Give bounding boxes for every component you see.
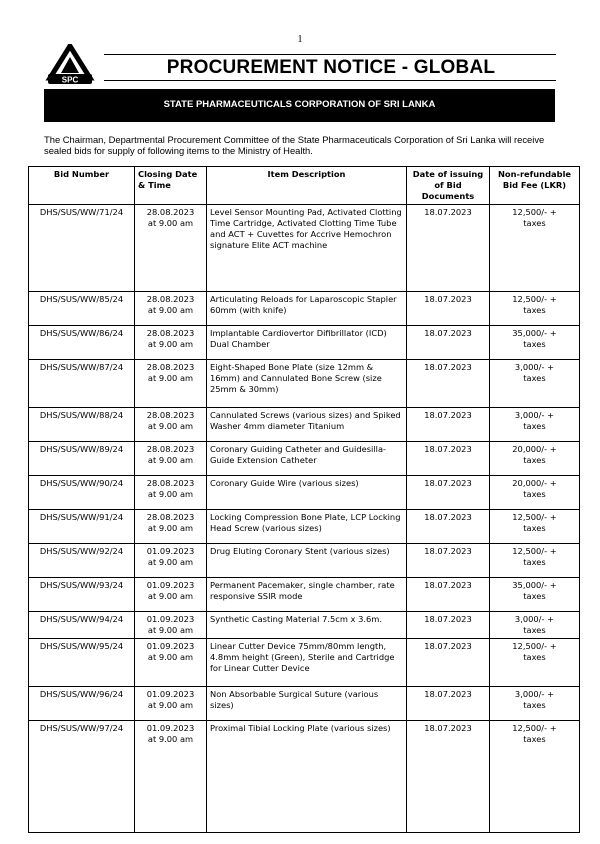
table-row (29, 442, 580, 476)
fee-cell (490, 326, 580, 360)
doc-date-cell: 18.07.2023 (407, 360, 490, 408)
fee-taxes: taxes (523, 218, 546, 228)
item-description-cell: Drug Eluting Coronary Stent (various sizes) (207, 544, 407, 578)
closing-date: 28.08.2023 (146, 328, 195, 338)
fee-taxes: taxes (523, 455, 546, 465)
closing-cell (135, 687, 207, 721)
table-row (29, 544, 580, 578)
closing-time: at 9.00 am (147, 591, 194, 601)
doc-date-cell: 18.07.2023 (407, 544, 490, 578)
closing-cell (135, 360, 207, 408)
bid-number-cell: DHS/SUS/WW/94/24 (29, 612, 135, 639)
title-top-rule (104, 54, 556, 55)
fee-amount: 35,000/- + (512, 580, 557, 590)
closing-time: at 9.00 am (147, 557, 194, 567)
table-row (29, 360, 580, 408)
closing-cell (135, 544, 207, 578)
closing-date: 01.09.2023 (146, 689, 195, 699)
table-row (29, 292, 580, 326)
fee-amount: 12,500/- + (512, 546, 557, 556)
closing-time: at 9.00 am (147, 373, 194, 383)
doc-date-cell: 18.07.2023 (407, 578, 490, 612)
header-fee: Non-refundable Bid Fee (LKR) (490, 167, 580, 205)
logo-text: SPC (61, 75, 79, 85)
item-description-cell: Proximal Tibial Locking Plate (various sizes) (207, 721, 407, 833)
closing-cell (135, 510, 207, 544)
page-title: PROCUREMENT NOTICE - GLOBAL (166, 57, 496, 78)
fee-cell (490, 578, 580, 612)
closing-time: at 9.00 am (147, 305, 194, 315)
page-number: 1 (297, 34, 303, 45)
header-doc-date: Date of issuing of Bid Documents (407, 167, 490, 205)
closing-date: 01.09.2023 (146, 580, 195, 590)
fee-cell (490, 687, 580, 721)
fee-amount: 20,000/- + (512, 444, 557, 454)
fee-taxes: taxes (523, 489, 546, 499)
bid-number-cell: DHS/SUS/WW/93/24 (29, 578, 135, 612)
fee-cell (490, 292, 580, 326)
fee-cell (490, 442, 580, 476)
closing-cell (135, 442, 207, 476)
bid-number-cell: DHS/SUS/WW/87/24 (29, 360, 135, 408)
table-row (29, 687, 580, 721)
fee-amount: 3,000/- + (514, 614, 555, 624)
closing-date: 28.08.2023 (146, 444, 195, 454)
item-description-cell: Implantable Cardiovertor Difibrillator (ICD) Dual Chamber (207, 326, 407, 360)
closing-cell (135, 639, 207, 687)
fee-cell (490, 510, 580, 544)
item-description-cell: Synthetic Casting Material 7.5cm x 3.6m. (207, 612, 407, 639)
doc-date-cell: 18.07.2023 (407, 510, 490, 544)
table-row (29, 408, 580, 442)
doc-date-cell: 18.07.2023 (407, 639, 490, 687)
table-row (29, 205, 580, 292)
closing-date: 28.08.2023 (146, 362, 195, 372)
closing-time: at 9.00 am (147, 734, 194, 744)
bid-number-cell: DHS/SUS/WW/96/24 (29, 687, 135, 721)
fee-cell (490, 639, 580, 687)
fee-taxes: taxes (523, 591, 546, 601)
bids-table (28, 166, 580, 833)
doc-date-cell: 18.07.2023 (407, 442, 490, 476)
fee-amount: 12,500/- + (512, 641, 557, 651)
item-description-cell: Articulating Reloads for Laparoscopic Stapler 60mm (with knife) (207, 292, 407, 326)
fee-taxes: taxes (523, 625, 546, 635)
fee-taxes: taxes (523, 523, 546, 533)
header-item: Item Description (207, 167, 407, 205)
fee-taxes: taxes (523, 557, 546, 567)
fee-amount: 3,000/- + (514, 362, 555, 372)
item-description-cell: Coronary Guiding Catheter and Guidesilla- Guide Extension Catheter (207, 442, 407, 476)
closing-cell (135, 612, 207, 639)
bid-number-cell: DHS/SUS/WW/91/24 (29, 510, 135, 544)
table-header-row (29, 167, 580, 205)
doc-date-cell: 18.07.2023 (407, 612, 490, 639)
bid-number-cell: DHS/SUS/WW/92/24 (29, 544, 135, 578)
spc-logo (44, 44, 96, 86)
item-description-cell: Non Absorbable Surgical Suture (various sizes) (207, 687, 407, 721)
fee-amount: 35,000/- + (512, 328, 557, 338)
fee-cell (490, 408, 580, 442)
intro-paragraph: The Chairman, Departmental Procurement Committee of the State Pharmaceuticals Corporation of Sri Lanka will receive sealed bids for supply of following items to the Ministry of Health. (44, 134, 545, 156)
table-row (29, 721, 580, 833)
table-row (29, 639, 580, 687)
fee-cell (490, 476, 580, 510)
fee-taxes: taxes (523, 700, 546, 710)
fee-cell (490, 612, 580, 639)
fee-cell (490, 721, 580, 833)
item-description-cell: Linear Cutter Device 75mm/80mm length, 4.8mm height (Green), Sterile and Cartridge for Linear Cutter Device (207, 639, 407, 687)
closing-time: at 9.00 am (147, 421, 194, 431)
closing-time: at 9.00 am (147, 625, 194, 635)
doc-date-cell: 18.07.2023 (407, 687, 490, 721)
doc-date-cell: 18.07.2023 (407, 476, 490, 510)
closing-time: at 9.00 am (147, 700, 194, 710)
closing-date: 28.08.2023 (146, 410, 195, 420)
closing-date: 01.09.2023 (146, 546, 195, 556)
closing-date: 28.08.2023 (146, 512, 195, 522)
closing-time: at 9.00 am (147, 455, 194, 465)
doc-date-cell: 18.07.2023 (407, 292, 490, 326)
closing-time: at 9.00 am (147, 523, 194, 533)
table-row (29, 578, 580, 612)
fee-taxes: taxes (523, 305, 546, 315)
banner-text: STATE PHARMACEUTICALS CORPORATION OF SRI LANKA (163, 99, 436, 110)
fee-taxes: taxes (523, 373, 546, 383)
fee-amount: 12,500/- + (512, 294, 557, 304)
item-description-cell: Locking Compression Bone Plate, LCP Locking Head Screw (various sizes) (207, 510, 407, 544)
fee-amount: 12,500/- + (512, 723, 557, 733)
fee-amount: 20,000/- + (512, 478, 557, 488)
fee-taxes: taxes (523, 339, 546, 349)
fee-taxes: taxes (523, 652, 546, 662)
fee-cell (490, 360, 580, 408)
bid-number-cell: DHS/SUS/WW/71/24 (29, 205, 135, 292)
bid-number-cell: DHS/SUS/WW/97/24 (29, 721, 135, 833)
table-row (29, 326, 580, 360)
closing-cell (135, 721, 207, 833)
bid-number-cell: DHS/SUS/WW/88/24 (29, 408, 135, 442)
closing-cell (135, 205, 207, 292)
table-row (29, 476, 580, 510)
bid-number-cell: DHS/SUS/WW/86/24 (29, 326, 135, 360)
bid-number-cell: DHS/SUS/WW/85/24 (29, 292, 135, 326)
item-description-cell: Eight-Shaped Bone Plate (size 12mm & 16mm) and Cannulated Bone Screw (size 25mm & 30mm) (207, 360, 407, 408)
doc-date-cell: 18.07.2023 (407, 205, 490, 292)
header-bid-number: Bid Number (29, 167, 135, 205)
fee-cell (490, 544, 580, 578)
closing-cell (135, 326, 207, 360)
fee-taxes: taxes (523, 734, 546, 744)
bid-number-cell: DHS/SUS/WW/90/24 (29, 476, 135, 510)
item-description-cell: Cannulated Screws (various sizes) and Spiked Washer 4mm diameter Titanium (207, 408, 407, 442)
fee-amount: 12,500/- + (512, 207, 557, 217)
table-row (29, 612, 580, 639)
closing-time: at 9.00 am (147, 339, 194, 349)
fee-amount: 12,500/- + (512, 512, 557, 522)
doc-date-cell: 18.07.2023 (407, 721, 490, 833)
closing-cell (135, 292, 207, 326)
fee-cell (490, 205, 580, 292)
closing-time: at 9.00 am (147, 652, 194, 662)
header-closing: Closing Date & Time (135, 167, 207, 205)
closing-time: at 9.00 am (147, 489, 194, 499)
item-description-cell: Level Sensor Mounting Pad, Activated Clotting Time Cartridge, Activated Clotting Time Tube and ACT + Cuvettes for Accrive Hemochron signature Elite ACT machine (207, 205, 407, 292)
closing-cell (135, 408, 207, 442)
fee-amount: 3,000/- + (514, 410, 555, 420)
closing-time: at 9.00 am (147, 218, 194, 228)
closing-date: 28.08.2023 (146, 294, 195, 304)
doc-date-cell: 18.07.2023 (407, 408, 490, 442)
bid-number-cell: DHS/SUS/WW/89/24 (29, 442, 135, 476)
closing-cell (135, 578, 207, 612)
closing-date: 28.08.2023 (146, 207, 195, 217)
closing-date: 28.08.2023 (146, 478, 195, 488)
item-description-cell: Permanent Pacemaker, single chamber, rate responsive SSIR mode (207, 578, 407, 612)
closing-date: 01.09.2023 (146, 641, 195, 651)
table-row (29, 510, 580, 544)
item-description-cell: Coronary Guide Wire (various sizes) (207, 476, 407, 510)
title-bottom-rule (104, 80, 556, 81)
closing-cell (135, 476, 207, 510)
fee-amount: 3,000/- + (514, 689, 555, 699)
bid-number-cell: DHS/SUS/WW/95/24 (29, 639, 135, 687)
closing-date: 01.09.2023 (146, 614, 195, 624)
closing-date: 01.09.2023 (146, 723, 195, 733)
doc-date-cell: 18.07.2023 (407, 326, 490, 360)
fee-taxes: taxes (523, 421, 546, 431)
